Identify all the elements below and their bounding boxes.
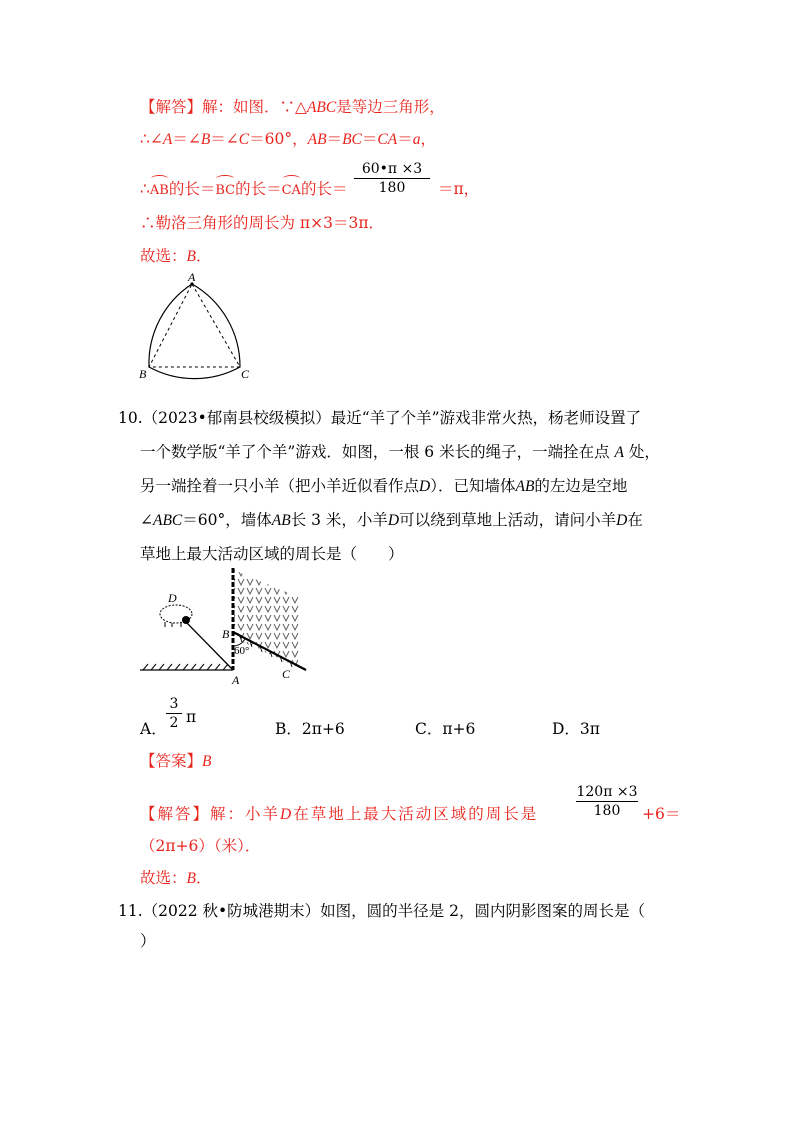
q11-line1: 11.（2022 秋•防城港期末）如图，圆的半径是 2，圆内阴影图案的周长是（ xyxy=(118,902,645,920)
reuleaux-outline xyxy=(149,284,240,379)
q10-solution-fraction: 120π ×3 180 xyxy=(576,784,638,819)
solution9-line3-suffix: ＝π， xyxy=(438,180,480,198)
label-c: C xyxy=(241,367,250,380)
q10-line3: 另一端拴着一只小羊（把小羊近似看作点D）．已知墙体AB的左边是空地 xyxy=(140,477,628,495)
q10-solution-line2: （2π+6）（米）． xyxy=(140,837,261,855)
sheep-icon xyxy=(160,605,192,627)
label-b: B xyxy=(139,367,147,380)
option-a-fraction: 3 2 xyxy=(166,695,182,732)
q10-line2: 一个数学版“羊了个羊”游戏．如图，一根 6 米长的绳子，一端拴在点 A 处， xyxy=(140,443,660,461)
arc-bc: BC xyxy=(215,178,235,202)
q10-choice: 故选：B． xyxy=(140,869,212,887)
option-b[interactable]: B．2π+6 xyxy=(275,720,345,738)
option-d[interactable]: D．3π xyxy=(552,720,600,738)
q10-line1: 10.（2023•郁南县校级模拟）最近“羊了个羊”游戏非常火热，杨老师设置了 xyxy=(118,409,642,427)
solution9-label: 【解答】 xyxy=(140,98,203,116)
option-a[interactable]: A． xyxy=(140,720,167,738)
q11-line2: ） xyxy=(140,932,156,950)
label-b2: B xyxy=(222,627,230,641)
solution9-line2: ∴∠A＝∠B＝∠C＝60°，AB＝BC＝CA＝a， xyxy=(140,130,436,148)
q11-number: 11. xyxy=(118,902,143,920)
option-c[interactable]: C．π+6 xyxy=(415,720,476,738)
label-angle: 60° xyxy=(234,645,250,657)
label-a: A xyxy=(188,270,196,284)
ground-hatch xyxy=(143,664,228,670)
q10-number: 10. xyxy=(118,409,143,427)
option-a-pi: π xyxy=(186,708,197,726)
solution9-fraction: 60•π ×3 180 xyxy=(354,160,430,197)
q10-answer: 【答案】B xyxy=(140,752,212,770)
solution9-line3: ∴AB的长＝BC的长＝CA的长＝ xyxy=(140,178,347,202)
solution9-choice: 故选：B． xyxy=(140,247,212,265)
sheep-wall-figure xyxy=(138,560,318,690)
q10-solution-tail: +6＝ xyxy=(642,805,681,823)
label-d: D xyxy=(168,591,177,605)
arc-ca: CA xyxy=(282,178,301,202)
arc-ab: AB xyxy=(150,178,169,202)
label-c2: C xyxy=(282,667,291,681)
reuleaux-triangle-figure xyxy=(135,270,255,380)
solution9-line4: ∴勒洛三角形的周长为 π×3＝3π． xyxy=(140,214,385,232)
inner-triangle xyxy=(149,284,240,367)
label-a2: A xyxy=(232,673,240,687)
solution9-line1: 【解答】解：如图．∵△ABC是等边三角形， xyxy=(140,98,445,116)
q10-solution-line1: 【解答】解：小羊D在草地上最大活动区域的周长是 xyxy=(140,805,539,823)
q10-line4: ∠ABC＝60°，墙体AB长 3 米，小羊D可以绕到草地上活动，请问小羊D在 xyxy=(140,511,643,529)
q10-line5: 草地上最大活动区域的周长是（ ） xyxy=(140,545,404,563)
